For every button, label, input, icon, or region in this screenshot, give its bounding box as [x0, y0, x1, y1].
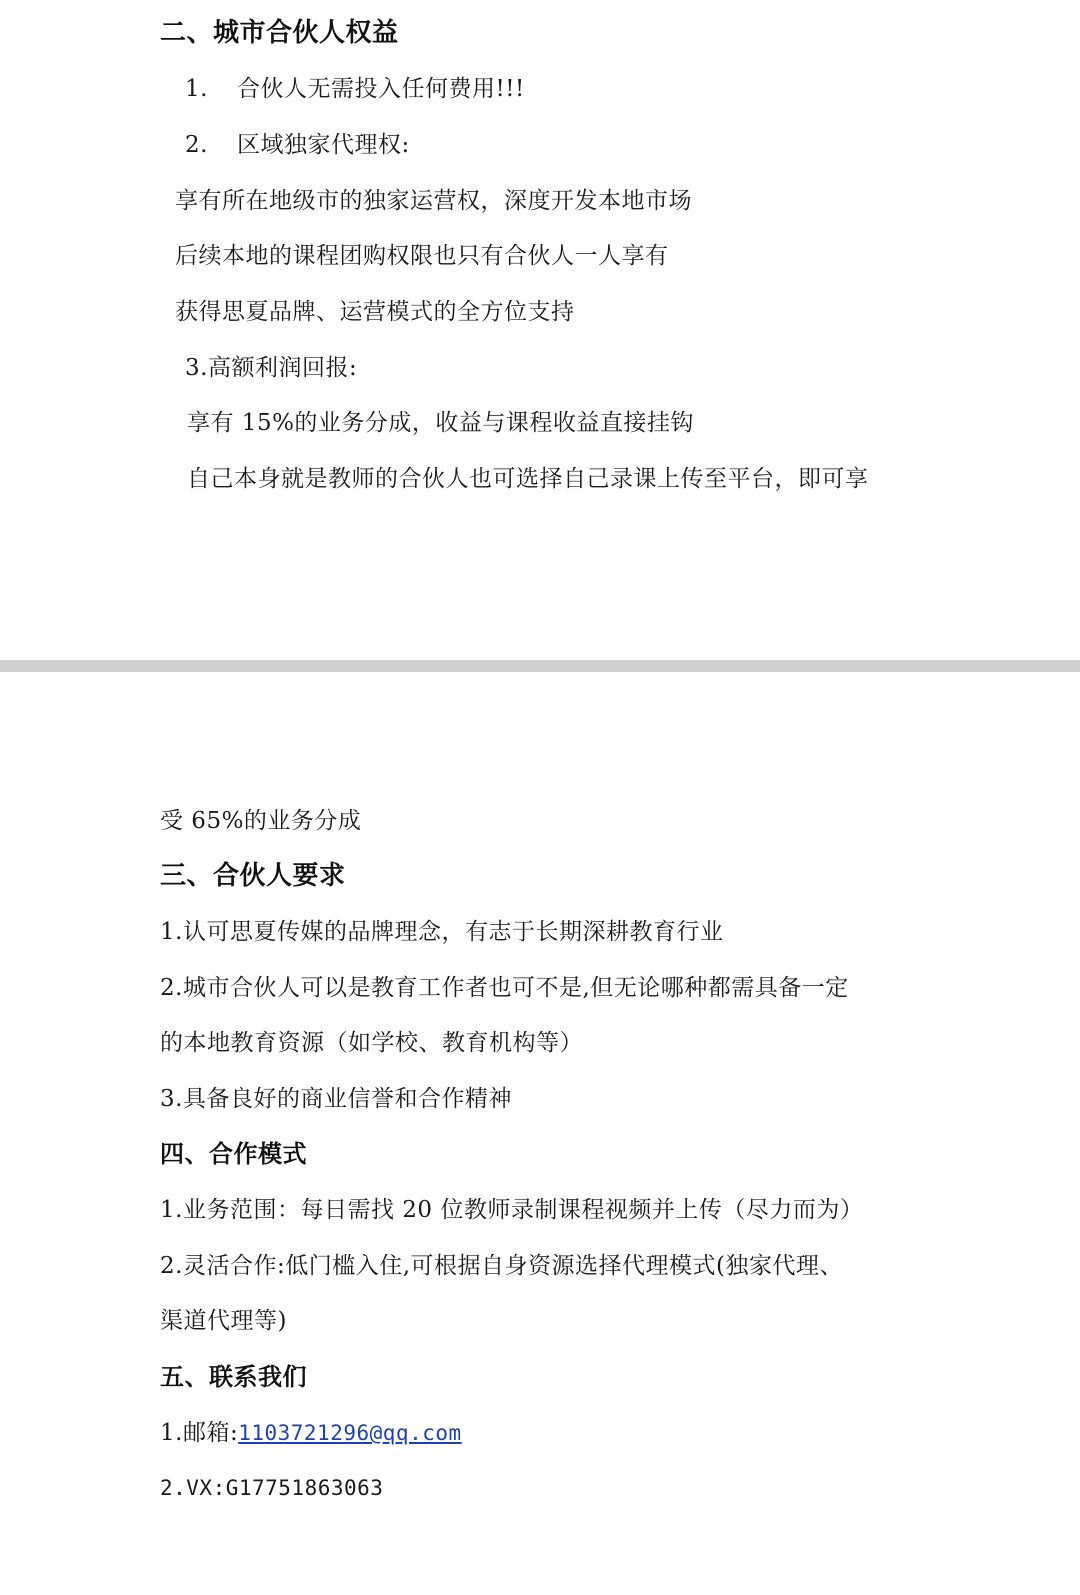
- section2-item2-text: 区域独家代理权:: [237, 132, 410, 158]
- contact-vx: 2.VX:G17751863063: [160, 1476, 384, 1500]
- section2-item3: 3.高额利润回报:: [185, 355, 358, 381]
- section2-item2: [185, 130, 410, 160]
- section2-item1: [185, 74, 525, 104]
- section2-heading: 二、城市合伙人权益: [160, 18, 399, 48]
- contact-email-link[interactable]: 1103721296@qq.com: [238, 1421, 462, 1445]
- section2-item2-number: 2.: [185, 132, 208, 158]
- document-page-top: [0, 0, 1080, 660]
- section4-line-2: 2.灵活合作:低门槛入住,可根据自身资源选择代理模式(独家代理、: [160, 1253, 843, 1279]
- section2-item1-number: 1.: [185, 76, 208, 102]
- section3-line-1: 1.认可思夏传媒的品牌理念，有志于长期深耕教育行业: [160, 919, 724, 945]
- section4-line-3: 渠道代理等): [160, 1308, 287, 1334]
- contact-email-row: [160, 1418, 462, 1448]
- section3-line-4: 3.具备良好的商业信誉和合作精神: [160, 1086, 512, 1112]
- section3-line-2: 2.城市合伙人可以是教育工作者也可不是,但无论哪种都需具备一定: [160, 975, 849, 1001]
- section2-item2-line-2: 后续本地的课程团购权限也只有合伙人一人享有: [175, 243, 669, 269]
- continuation-text: 受 65%的业务分成: [160, 808, 362, 834]
- section2-item2-line-1: 享有所在地级市的独家运营权，深度开发本地市场: [175, 188, 692, 214]
- contact-email-label: 1.邮箱:: [160, 1420, 239, 1446]
- section2-item1-text: 合伙人无需投入任何费用!!!: [237, 76, 525, 102]
- section3-heading: 三、合伙人要求: [160, 861, 346, 891]
- section2-item2-line-3: 获得思夏品牌、运营模式的全方位支持: [175, 299, 575, 325]
- section4-heading: 四、合作模式: [160, 1140, 307, 1168]
- section5-heading: 五、联系我们: [160, 1363, 307, 1391]
- section2-item3-line-1: 享有 15%的业务分成，收益与课程收益直接挂钩: [187, 410, 694, 436]
- page-separator: [0, 660, 1080, 672]
- section3-line-3: 的本地教育资源（如学校、教育机构等）: [160, 1030, 583, 1056]
- section2-item3-line-2: 自己本身就是教师的合伙人也可选择自己录课上传至平台，即可享: [187, 466, 869, 492]
- document-page-bottom: [0, 672, 1080, 1595]
- section4-line-1: 1.业务范围：每日需找 20 位教师录制课程视频并上传（尽力而为）: [160, 1197, 864, 1223]
